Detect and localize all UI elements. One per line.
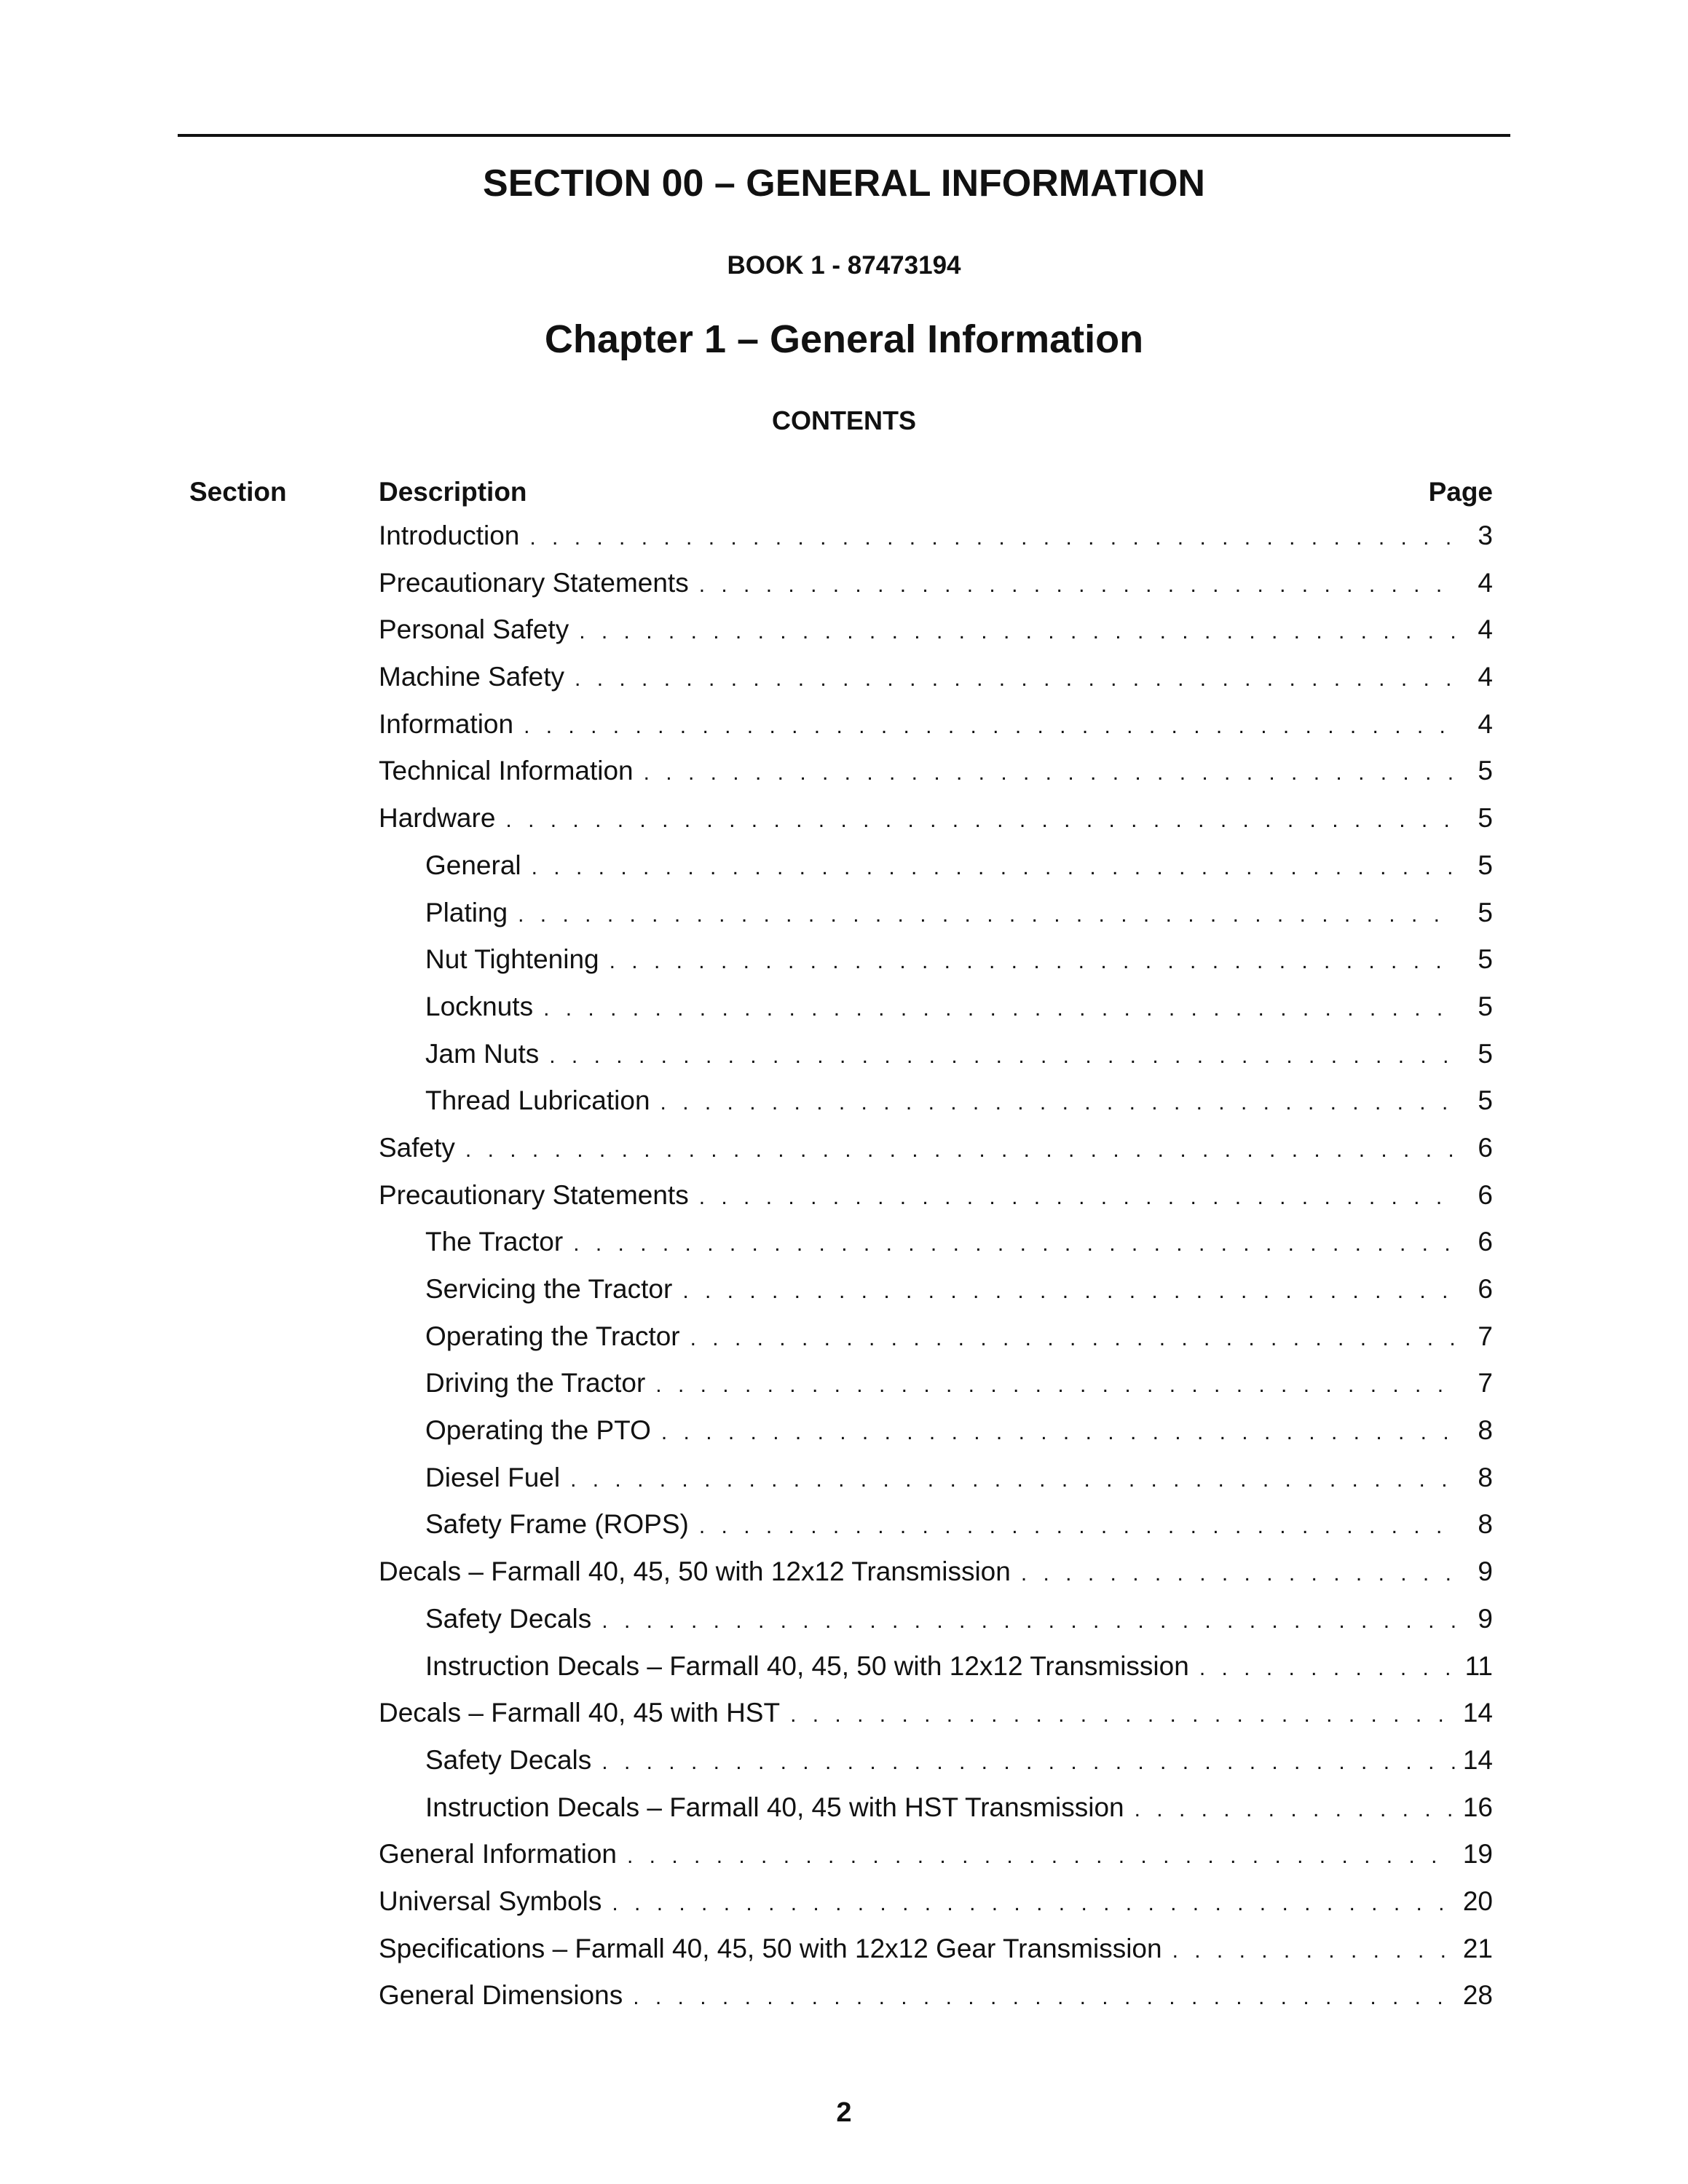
toc-dot-leader xyxy=(699,1509,1455,1544)
toc-entry[interactable] xyxy=(379,1696,1493,1743)
toc-entry-page: 6 xyxy=(1478,1274,1493,1304)
toc-dot-leader xyxy=(660,1085,1455,1120)
toc-entry[interactable] xyxy=(379,566,1493,613)
toc-entry-page: 4 xyxy=(1478,708,1493,739)
toc-dot-leader xyxy=(602,1604,1455,1639)
toc-entry[interactable] xyxy=(379,989,1493,1037)
toc-entry-page: 4 xyxy=(1478,662,1493,692)
toc-entry-label: Hardware xyxy=(379,803,496,834)
toc-entry-label: Personal Safety xyxy=(379,614,569,645)
toc-entry-page: 20 xyxy=(1462,1886,1493,1916)
toc-entry-label: Nut Tightening xyxy=(425,944,599,975)
toc-entry-page: 4 xyxy=(1478,614,1493,645)
toc-entry[interactable] xyxy=(379,1884,1493,1931)
toc-entry[interactable] xyxy=(379,1319,1493,1366)
toc-entry[interactable] xyxy=(379,1649,1493,1696)
toc-entry-label: Safety Decals xyxy=(425,1603,592,1634)
toc-entry-page: 5 xyxy=(1478,1038,1493,1069)
toc-dot-leader xyxy=(575,662,1455,697)
toc-entry-label: General Information xyxy=(379,1839,618,1870)
toc-entry[interactable] xyxy=(379,518,1493,566)
toc-entry[interactable] xyxy=(379,1272,1493,1319)
toc-entry[interactable] xyxy=(379,1978,1493,2025)
toc-entry-label: Decals – Farmall 40, 45, 50 with 12x12 Transmission xyxy=(379,1556,1011,1587)
toc-entry-page: 5 xyxy=(1478,850,1493,880)
toc-entry-label: Safety xyxy=(379,1132,455,1163)
toc-entry[interactable] xyxy=(379,1178,1493,1225)
toc-entry-page: 6 xyxy=(1478,1132,1493,1163)
toc-dot-leader xyxy=(573,1227,1455,1262)
toc-entry-label: Precautionary Statements xyxy=(379,1179,689,1210)
toc-entry-page: 8 xyxy=(1478,1462,1493,1492)
toc-dot-leader xyxy=(644,756,1455,791)
toc-dot-leader xyxy=(790,1698,1455,1733)
toc-entry-page: 16 xyxy=(1462,1792,1493,1822)
toc-entry-page: 7 xyxy=(1478,1368,1493,1398)
toc-entry-label: Decals – Farmall 40, 45 with HST xyxy=(379,1698,781,1728)
toc-entry[interactable] xyxy=(379,1224,1493,1272)
toc-entry[interactable] xyxy=(379,1460,1493,1508)
toc-entry-page: 21 xyxy=(1462,1933,1493,1963)
toc-dot-leader xyxy=(1172,1934,1455,1969)
toc-entry-page: 5 xyxy=(1478,803,1493,834)
toc-entry[interactable] xyxy=(379,1366,1493,1413)
toc-entry[interactable] xyxy=(379,1790,1493,1837)
toc-entry-page: 7 xyxy=(1478,1321,1493,1351)
toc-entry[interactable] xyxy=(379,801,1493,848)
toc-entry-page: 6 xyxy=(1478,1179,1493,1210)
toc-dot-leader xyxy=(610,944,1455,979)
toc-entry-page: 14 xyxy=(1462,1698,1493,1728)
toc-dot-leader xyxy=(529,521,1455,555)
contents-heading: CONTENTS xyxy=(772,405,916,435)
toc-entry-label: Instruction Decals – Farmall 40, 45, 50 with 12x12 Transmission xyxy=(425,1650,1189,1681)
toc-entry-label: The Tractor xyxy=(425,1227,564,1257)
toc-entry-label: Operating the Tractor xyxy=(425,1321,680,1351)
toc-entry-page: 5 xyxy=(1478,756,1493,786)
toc-entry[interactable] xyxy=(379,1602,1493,1649)
toc-entry-label: Technical Information xyxy=(379,756,634,786)
toc-dot-leader xyxy=(1135,1792,1455,1827)
toc-dot-leader xyxy=(570,1463,1455,1497)
toc-entry-page: 9 xyxy=(1478,1603,1493,1634)
toc-dot-leader xyxy=(699,568,1455,603)
toc-dot-leader xyxy=(612,1886,1455,1921)
toc-entry-page: 5 xyxy=(1478,944,1493,975)
toc-entry[interactable] xyxy=(379,1743,1493,1790)
toc-entry-page: 4 xyxy=(1478,567,1493,598)
toc-dot-leader xyxy=(524,709,1455,744)
toc-dot-leader xyxy=(532,850,1455,885)
toc-entry[interactable] xyxy=(379,942,1493,989)
toc-dot-leader xyxy=(602,1745,1455,1780)
toc-dot-leader xyxy=(655,1368,1455,1403)
toc-entry[interactable] xyxy=(379,753,1493,801)
toc-entry-page: 3 xyxy=(1478,521,1493,550)
toc-dot-leader xyxy=(699,1180,1455,1215)
section-title: SECTION 00 – GENERAL INFORMATION xyxy=(483,162,1205,205)
toc-entry-label: Specifications – Farmall 40, 45, 50 with 12x12 Gear Transmission xyxy=(379,1933,1162,1963)
toc-dot-leader xyxy=(518,898,1455,933)
toc-entry-label: Thread Lubrication xyxy=(425,1085,650,1116)
toc-dot-leader xyxy=(682,1274,1455,1309)
toc-entry[interactable] xyxy=(379,895,1493,943)
column-header-page: Page xyxy=(1428,477,1493,507)
toc-dot-leader xyxy=(690,1321,1455,1356)
toc-entry-label: Locknuts xyxy=(425,991,534,1021)
toc-entry-label: Operating the PTO xyxy=(425,1415,651,1446)
toc-entry-label: Diesel Fuel xyxy=(425,1462,561,1492)
toc-entry-page: 14 xyxy=(1462,1744,1493,1775)
toc-entry-page: 9 xyxy=(1478,1556,1493,1587)
toc-entry-page: 28 xyxy=(1462,1980,1493,2011)
toc-entry[interactable] xyxy=(379,660,1493,707)
toc-dot-leader xyxy=(627,1839,1455,1874)
column-header-description: Description xyxy=(379,477,527,507)
toc-entry-label: Precautionary Statements xyxy=(379,567,689,598)
toc-entry-label: Safety Decals xyxy=(425,1744,592,1775)
toc-entry-page: 8 xyxy=(1478,1415,1493,1446)
toc-entry-label: Servicing the Tractor xyxy=(425,1274,673,1304)
toc-entry-label: Driving the Tractor xyxy=(425,1368,646,1398)
toc-entry-label: General xyxy=(425,850,521,880)
toc-dot-leader xyxy=(633,1980,1455,2015)
toc-entry[interactable] xyxy=(379,1083,1493,1131)
toc-entry[interactable] xyxy=(379,1554,1493,1602)
toc-dot-leader xyxy=(661,1415,1455,1450)
column-header-section: Section xyxy=(189,477,287,507)
toc-dot-leader xyxy=(579,614,1455,649)
toc-entry-label: Introduction xyxy=(379,521,520,550)
toc-entry[interactable] xyxy=(379,848,1493,895)
toc-entry-page: 11 xyxy=(1464,1650,1493,1681)
toc-entry[interactable] xyxy=(379,1931,1493,1979)
toc-entry-label: Safety Frame (ROPS) xyxy=(425,1509,689,1540)
book-number: BOOK 1 - 87473194 xyxy=(727,251,961,280)
toc-entry[interactable] xyxy=(379,1131,1493,1178)
toc-entry[interactable] xyxy=(379,1413,1493,1460)
toc-entry-page: 8 xyxy=(1478,1509,1493,1540)
toc-entry-label: Instruction Decals – Farmall 40, 45 with HST Transmission xyxy=(425,1792,1124,1822)
toc-dot-leader xyxy=(549,1039,1455,1074)
toc-entry[interactable] xyxy=(379,1037,1493,1084)
toc-entry[interactable] xyxy=(379,1837,1493,1884)
toc-entry[interactable] xyxy=(379,612,1493,660)
toc-entry-label: Jam Nuts xyxy=(425,1038,540,1069)
toc-entry-label: Information xyxy=(379,708,514,739)
toc-entry[interactable] xyxy=(379,1507,1493,1554)
toc-dot-leader xyxy=(1199,1651,1455,1686)
toc-dot-leader xyxy=(505,803,1455,838)
toc-dot-leader xyxy=(465,1133,1455,1168)
toc-dot-leader xyxy=(543,992,1455,1026)
toc-entry-label: Machine Safety xyxy=(379,662,565,692)
toc-entry-label: Universal Symbols xyxy=(379,1886,602,1916)
table-of-contents xyxy=(379,518,1493,2025)
toc-entry-page: 6 xyxy=(1478,1227,1493,1257)
toc-entry-page: 5 xyxy=(1478,991,1493,1021)
toc-entry[interactable] xyxy=(379,707,1493,754)
toc-entry-label: General Dimensions xyxy=(379,1980,623,2011)
toc-dot-leader xyxy=(1021,1556,1455,1591)
toc-entry-page: 5 xyxy=(1478,1085,1493,1116)
header-rule xyxy=(178,134,1510,137)
toc-entry-page: 19 xyxy=(1462,1839,1493,1870)
toc-entry-page: 5 xyxy=(1478,897,1493,927)
page-number: 2 xyxy=(836,2097,852,2128)
chapter-title: Chapter 1 – General Information xyxy=(544,317,1144,361)
toc-entry-label: Plating xyxy=(425,897,508,927)
